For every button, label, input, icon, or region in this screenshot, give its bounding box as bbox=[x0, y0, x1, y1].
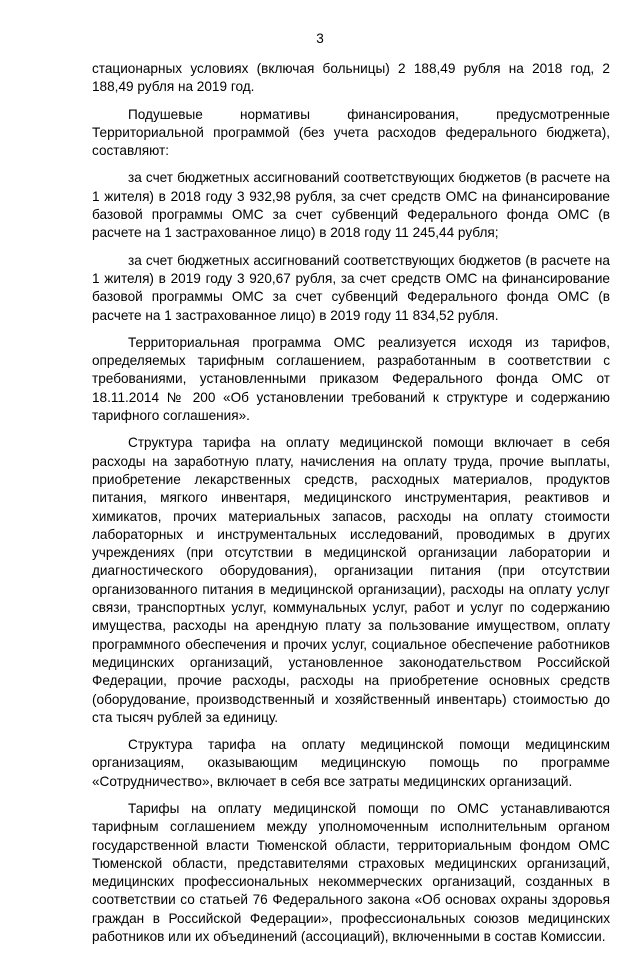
paragraph-cooperation-program: Структура тарифа на оплату медицинской помощи медицинским организациям, оказывающим медицинскую помощь по программе «Сотрудничество», включает в себя все затраты медицинских организаций. bbox=[92, 737, 610, 789]
document-body bbox=[92, 60, 610, 955]
paragraph-hospital-cost: стационарных условиях (включая больницы) 2 188,49 рубля на 2018 год, 2 188,49 рубля на 2019 год. bbox=[92, 61, 610, 95]
paragraph-per-capita-intro: Подушевые нормативы финансирования, предусмотренные Территориальной программой (без учета расходов федерального бюджета), составляют: bbox=[92, 106, 610, 159]
paragraph-tariff-structure: Структура тарифа на оплату медицинской помощи включает в себя расходы на заработную плату, начисления на оплату труда, прочие выплаты, приобретение лекарственных средств, расходных материалов, продуктов питания, мягкого инвентаря, медицинского инструментария, реактивов и химикатов, прочих материальных запасов, расходы на оплату стоимости лабораторных и инструментальных исследований, проводимых в других учреждениях (при отсутствии в медицинской организации лаборатории и диагностического оборудования), организации питания (при отсутствии организованного питания в медицинской организации), расходы на оплату услуг связи, транспортных услуг, коммунальных услуг, работ и услуг по содержанию имущества, расходы на арендную плату за пользование имуществом, оплату программного обеспечения и прочих услуг, социальное обеспечение работников медицинских организаций, установленное законодательством Российской Федерации, прочие расходы, расходы на приобретение основных средств (оборудование, производственный и хозяйственный инвентарь) стоимостью до ста тысяч рублей за единицу. bbox=[92, 435, 610, 725]
paragraph-per-capita-2019: за счет бюджетных ассигнований соответствующих бюджетов (в расчете на 1 жителя) в 2019 году 3 920,67 рубля, за счет средств ОМС на финансирование базовой программы ОМС за счет субвенций Федерального фонда ОМС (в расчете на 1 застрахованное лицо) в 2019 году 11 834,52 рубля. bbox=[92, 252, 610, 323]
paragraph-per-capita-2018: за счет бюджетных ассигнований соответствующих бюджетов (в расчете на 1 жителя) в 2018 году 3 932,98 рубля, за счет средств ОМС на финансирование базовой программы ОМС за счет субвенций Федерального фонда ОМС (в расчете на 1 застрахованное лицо) в 2018 году 11 245,44 рубля; bbox=[92, 170, 610, 241]
paragraph-tariff-basis: Территориальная программа ОМС реализуется исходя из тарифов, определяемых тарифным соглашением, разработанным в соответствии с требованиями, установленными приказом Федерального фонда ОМС от 18.11.2014 № 200 «Об установлении требований к структуре и содержанию тарифного соглашения». bbox=[92, 334, 610, 424]
page-number: 3 bbox=[316, 31, 324, 46]
paragraph-tariff-agreement: Тарифы на оплату медицинской помощи по ОМС устанавливаются тарифным соглашением между уполномоченным исполнительным органом государственной власти Тюменской области, территориальным фондом ОМС Тюменской области, представителями страховых медицинских организаций, медицинских профессиональных некоммерческих организаций, созданных в соответствии со статьей 76 Федерального закона «Об основах охраны здоровья граждан в Российской Федерации», профессиональных союзов медицинских работников или их объединений (ассоциаций), включенными в состав Комиссии. bbox=[92, 800, 610, 945]
